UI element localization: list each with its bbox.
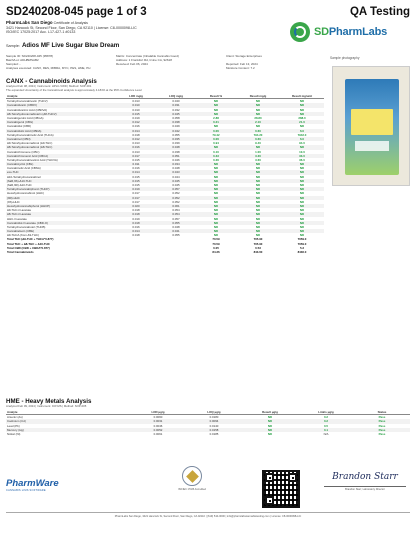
lab-accreditation: ISO/IEC 17025:2017 Acc. L17-427-1 #0133 — [6, 30, 76, 35]
cell-value: 0.057 — [172, 216, 180, 221]
analyte-name: Δ8-THC-O-acetate — [6, 212, 116, 216]
cell-value: 0.016 — [132, 124, 140, 129]
cell-value: 0.018 — [116, 212, 156, 216]
analyte-name: Lead (Pb) — [7, 423, 20, 428]
cell-value: 0.054 — [156, 212, 196, 216]
cell-value — [116, 250, 156, 254]
cell-value: 0.045 — [156, 112, 196, 116]
cell-value: ND — [255, 166, 261, 171]
cell-value: ND — [236, 145, 280, 149]
analyte-name: Cannabinol (CBN) — [6, 137, 116, 141]
cell-value: 0.018 — [132, 132, 140, 137]
cell-value: 0.045 — [172, 183, 180, 188]
cell-value: 0.0185 — [209, 432, 219, 437]
column-header: Result % — [196, 95, 236, 99]
analyte-name: HHC-O-acetate — [7, 216, 27, 221]
cell-value: 0.0031 — [130, 419, 186, 423]
analyte-name: Total CBD (CBD + CBDA*0.877) — [7, 245, 50, 250]
cell-value: ND — [236, 212, 280, 216]
cell-value: ND — [242, 419, 298, 423]
cell-value: ND — [280, 112, 324, 116]
cell-value: 288.0 — [298, 116, 306, 121]
hme-analyzed: Analyzed Feb 09, 2024 | Instrument: ICP-MS | Method: SOP-005 — [6, 404, 87, 408]
qa-testing-label: QA Testing — [349, 6, 410, 18]
cell-value: 0.051 — [156, 154, 196, 158]
cell-value: 0.038 — [156, 120, 196, 124]
cell-value: 0.018 — [132, 208, 140, 213]
cell-value: 0.055 — [172, 132, 180, 137]
cell-value: ND — [299, 199, 305, 204]
cell-value: 0.048 — [172, 224, 180, 229]
cell-value: 0.040 — [172, 99, 180, 104]
analyte-name: (6aR,9R)-Δ10-THC — [7, 183, 32, 188]
cell-value: 0.054 — [172, 208, 180, 213]
cell-value: 94.0 — [299, 141, 305, 146]
cell-value: ND — [267, 432, 273, 437]
cell-value: ND — [236, 170, 280, 174]
product-package-image — [345, 79, 399, 175]
signature-area — [320, 472, 410, 491]
cell-value: 843.60 — [253, 250, 263, 255]
cell-value: ND — [236, 221, 280, 225]
cell-value: 3.60 — [255, 157, 261, 162]
cell-value: 0.058 — [172, 116, 180, 121]
cell-value: 0.034 — [156, 162, 196, 166]
column-header: Result mg/unit — [280, 95, 324, 99]
column-header: LOD mg/g — [116, 95, 156, 99]
total-row — [6, 250, 324, 254]
cell-value: ND — [196, 162, 236, 166]
qr-code[interactable] — [262, 470, 300, 508]
cell-value: 705.90 — [253, 241, 263, 246]
analyte-name: Cannabigerolic Acid (CBGA) — [7, 116, 44, 121]
cell-value: 0.035 — [156, 137, 196, 141]
cell-value: ND — [236, 179, 280, 183]
cell-value: 0.012 — [116, 120, 156, 124]
cell-value: 0.10 — [213, 149, 219, 154]
cell-value: ND — [196, 112, 236, 116]
cell-value: ND — [213, 166, 219, 171]
accreditation-seal-icon — [182, 466, 202, 486]
sdpharmlabs-logo — [290, 21, 410, 43]
cell-value: Pass — [354, 419, 410, 423]
cell-value: 0.60 — [236, 129, 280, 133]
analyte-name: Total THC (Δ9-THC + THCA*0.877) — [7, 237, 54, 242]
analyte-name: Δ9-THCA (from Δ9-THC) — [7, 233, 39, 238]
cell-value: ND — [255, 191, 261, 196]
cell-value: ND — [196, 212, 236, 216]
cell-value: ND — [196, 187, 236, 191]
meta-row: Analyses executed: CANX, RES, MIBRA, MYC, PES, HME, PH Moisture Content: 7.2 — [6, 66, 255, 70]
cell-value: 0.048 — [172, 166, 180, 171]
cell-value: 0.016 — [132, 224, 140, 229]
cell-value: 0.014 — [116, 229, 156, 233]
cell-value: ND — [255, 199, 261, 204]
cell-value: ND — [196, 179, 236, 183]
cell-value: 0.36 — [213, 157, 219, 162]
cell-value: 7059.0 — [297, 241, 307, 246]
analyte-name: Δ9-THC-O-acetate — [7, 208, 32, 213]
cell-value: 0.0140 — [209, 423, 219, 428]
cell-value: 0.017 — [116, 154, 156, 158]
cell-value: 0.06 — [196, 129, 236, 133]
pharmware-logo: PharmWare CANNABIS LIMS SOFTWARE — [6, 478, 59, 492]
cell-value: ND — [280, 145, 324, 149]
cell-value: ND — [213, 233, 219, 238]
analyte-name: Total Cannabinoids — [7, 250, 34, 255]
cell-value: ND — [255, 124, 261, 129]
cell-value: ND — [213, 107, 219, 112]
column-header: LOQ μg/g — [186, 411, 242, 415]
cell-value: 0.0046 — [153, 423, 163, 428]
cell-value — [156, 250, 196, 254]
cell-value: 0.33 — [196, 154, 236, 158]
cell-value: 0.1 — [298, 428, 354, 432]
cell-value: 0.015 — [116, 112, 156, 116]
cell-value: 0.052 — [172, 199, 180, 204]
cell-value: 0.21 — [196, 120, 236, 124]
cell-value: 0.041 — [156, 229, 196, 233]
analyte-name: Cannabichromene (CBC) — [7, 149, 40, 154]
cell-value: ND — [255, 107, 261, 112]
cell-value: 1.00 — [255, 149, 261, 154]
photo-label: Sample photography — [330, 56, 360, 60]
cell-value: 0.0094 — [186, 419, 242, 423]
column-header: LOD μg/g — [130, 411, 186, 415]
cell-value: ND — [213, 224, 219, 229]
cell-value: ND — [255, 208, 261, 213]
cell-value: 0.012 — [116, 137, 156, 141]
column-header: Analyte — [6, 411, 130, 415]
cell-value: ND — [280, 162, 324, 166]
cell-value: 0.0060 — [153, 415, 163, 420]
cell-value: 705.90 — [253, 237, 263, 242]
cell-value: 0.015 — [132, 157, 140, 162]
cell-value: ND — [213, 99, 219, 104]
cell-value: 0.019 — [132, 116, 140, 121]
cell-value: ND — [280, 196, 324, 200]
canx-title: CANX - Cannabinoids Analysis — [6, 78, 97, 85]
cell-value: 0.052 — [172, 191, 180, 196]
cell-value: 0.032 — [172, 107, 180, 112]
cell-value: ND — [213, 199, 219, 204]
cell-value: 0.015 — [132, 174, 140, 179]
cell-value: 0.046 — [172, 157, 180, 162]
logo-text: SDPharmLabs — [314, 26, 387, 38]
cell-value: 0.017 — [132, 191, 140, 196]
cell-value: ND — [255, 216, 261, 221]
cell-value: 5.3 — [299, 245, 305, 250]
cell-value: ND — [196, 196, 236, 200]
cell-value: 0.010 — [132, 107, 140, 112]
cell-value: ND — [196, 145, 236, 149]
cell-value: ND — [280, 212, 324, 216]
column-header: Analyte — [6, 95, 116, 99]
cell-value: 0.016 — [132, 166, 140, 171]
analyte-name: Tetrahydrocannabivarinic Acid (THCVA) — [7, 157, 58, 162]
sample-label: Sample: — [6, 44, 20, 48]
cell-value: 6.0 — [280, 129, 324, 133]
cell-value: 0.013 — [132, 149, 140, 154]
analyte-name: Δ10-Tetrahydrocannabinol — [7, 174, 41, 179]
cell-value: ND — [299, 166, 305, 171]
cell-value: ND — [213, 208, 219, 213]
analyte-name: Tetrahydrocannabivarin (THCV) — [7, 99, 48, 104]
analyte-name: Cannabidivarinic Acid (CBDVA) — [7, 107, 48, 112]
cell-value: 0.010 — [116, 103, 156, 107]
cell-value: ND — [299, 216, 305, 221]
analyte-name: Cannabicyclol (CBL) — [6, 162, 116, 166]
cell-value: ND — [280, 170, 324, 174]
cell-value: N/A — [323, 432, 329, 437]
product-photo — [332, 66, 410, 186]
lab-address: 3421 Hancock St, Second Floor, San Diego, CA 92110 | License: C8-0000098-LIC — [6, 25, 137, 30]
cell-value: 36.0 — [299, 157, 305, 162]
cell-value: 0.0061 — [153, 432, 163, 437]
cell-value: 0.019 — [132, 216, 140, 221]
cell-value: 10.0 — [299, 149, 305, 154]
cell-value: ND — [299, 191, 305, 196]
cell-value: 0.015 — [116, 179, 156, 183]
cell-value: ND — [299, 124, 305, 129]
cell-value: ND — [236, 229, 280, 233]
cell-value: ND — [213, 174, 219, 179]
cell-value: ND — [299, 224, 305, 229]
cell-value: ND — [280, 204, 324, 208]
cell-value: ND — [299, 208, 305, 213]
cell-value: 2.88 — [213, 116, 219, 121]
cell-value: 0.05 — [213, 245, 219, 250]
cell-value: ND — [213, 124, 219, 129]
analyte-name: Δ8-Tetrahydrocannabivarin (Δ8-THCV) — [6, 112, 116, 116]
signer-name: Brandon Starr, Laboratory Director — [324, 486, 406, 491]
analyte-name: Mercury (Hg) — [6, 428, 130, 432]
analyte-name: exo-THC — [6, 170, 116, 174]
cell-value: ND — [267, 415, 273, 420]
analyte-name: (6aR,9S)-Δ10-THC — [6, 179, 116, 183]
cell-value: 0.042 — [156, 129, 196, 133]
cell-value: 7942.0 — [297, 132, 307, 137]
lab-info — [6, 21, 206, 35]
analyte-name: Hexahydrocannabiphorol (HHCP) — [6, 204, 116, 208]
logo-mark-icon — [290, 22, 310, 42]
meta-row: Sampled: - Received: Feb 06, 2024 Reported: Feb 13, 2024 — [6, 62, 258, 66]
seal-text: ISO/IEC 17025 Accredited — [178, 488, 206, 491]
cell-value: 70.59 — [212, 241, 220, 246]
cell-value: ND — [196, 103, 236, 107]
cell-value: 0.015 — [132, 183, 140, 188]
lab-name: PharmLabs San Diego — [6, 20, 53, 25]
cell-value: 0.018 — [132, 233, 140, 238]
cell-value: 0.0158 — [186, 428, 242, 432]
analyte-name: Δ8-Tetrahydrocannabinol (Δ8-THC) — [6, 145, 116, 149]
cell-value: ND — [255, 99, 261, 104]
cell-value: 0.019 — [116, 187, 156, 191]
cell-value: 0.017 — [132, 199, 140, 204]
cell-value: ND — [236, 196, 280, 200]
cell-value: 0.018 — [116, 221, 156, 225]
column-header: Result μg/g — [242, 411, 298, 415]
cell-value: ND — [299, 183, 305, 188]
cell-value: ND — [213, 191, 219, 196]
cell-value: 0.011 — [116, 162, 156, 166]
analyte-name: Tetrahydrocannabinolic Acid (THCA) — [7, 132, 54, 137]
top-bar — [6, 5, 410, 19]
cell-value: ND — [213, 183, 219, 188]
cell-value: 0.043 — [156, 170, 196, 174]
analyte-name: Δ9-Tetrahydrocannabinol (Δ9-THC) — [7, 141, 53, 146]
cell-value: 794.20 — [253, 132, 263, 137]
cell-value: 2.10 — [236, 120, 280, 124]
cell-value: ND — [196, 229, 236, 233]
lab-subtitle: Certificate of Analysis — [53, 21, 88, 25]
cell-value: ND — [196, 170, 236, 174]
cell-value: 0.057 — [156, 187, 196, 191]
cell-value: ND — [280, 229, 324, 233]
cell-value: 9.40 — [255, 141, 261, 146]
cell-value: 0.013 — [132, 141, 140, 146]
cell-value: 0.016 — [116, 145, 156, 149]
analyte-name: Cannabinolic Acid (CBNA) — [7, 166, 41, 171]
cell-value: 84.36 — [212, 250, 220, 255]
table-row — [6, 432, 410, 436]
analyte-name: Cannabidiol-O-acetate (CBD-O) — [6, 221, 116, 225]
sample-line — [6, 42, 119, 49]
cell-value: ND — [299, 99, 305, 104]
analyte-name: Total THC + Δ8-THC + Δ10-THC — [7, 241, 50, 246]
analyte-name: Cannabidivarin (CBDV) — [6, 103, 116, 107]
column-header: Result mg/g — [236, 95, 280, 99]
sample-name: Adios MF Live Sugar Blue Dream — [21, 42, 120, 49]
analyte-name: Cadmium (Cd) — [6, 419, 130, 423]
cell-value: ND — [236, 162, 280, 166]
analyte-name: (9R)-HHC — [6, 196, 116, 200]
signature: Brandon Starr — [332, 472, 398, 482]
cell-value: ND — [236, 204, 280, 208]
heavy-metals-table — [6, 411, 410, 436]
cannabinoids-table — [6, 95, 324, 254]
column-header: LOQ mg/g — [156, 95, 196, 99]
column-header: Limits μg/g — [298, 411, 354, 415]
cell-value: ND — [242, 428, 298, 432]
cell-value: 0.013 — [132, 99, 140, 104]
analyte-name: Hexahydrocannabinol (HHC) — [7, 191, 44, 196]
meta-row: Sample ID: SD240208-045 (95878) Matrix: Concentrate (Inhalable Cannabis Good) Client: Storage Enterprises — [6, 54, 262, 58]
analyte-name: Cannabielsoin (CBE) — [6, 229, 116, 233]
cell-value: 3.30 — [236, 154, 280, 158]
cell-value: 0.031 — [156, 103, 196, 107]
cell-value: 0.014 — [116, 129, 156, 133]
cell-value: 0.061 — [156, 204, 196, 208]
cell-value: 70.59 — [212, 237, 220, 242]
cell-value: ND — [280, 221, 324, 225]
analyte-name: Tetrahydrocannabiphorol (THCP) — [6, 187, 116, 191]
column-header: Status — [354, 411, 410, 415]
cell-value: Pass — [354, 428, 410, 432]
cell-value: 0.039 — [172, 141, 180, 146]
cell-value: Pass — [378, 432, 386, 437]
cell-value: ND — [255, 174, 261, 179]
canx-analyzed: Analyzed Feb 08, 2024 | Instrument: HPLC-VWD | Method: SOP-001 — [6, 84, 92, 88]
cell-value: 79.42 — [212, 132, 220, 137]
analyte-name: (9S)-HHC — [7, 199, 20, 204]
cell-value: 0.020 — [116, 204, 156, 208]
cell-value: ND — [255, 233, 261, 238]
analyte-name: Cannabichromenic Acid (CBCA) — [6, 154, 116, 158]
cell-value: 6.0 — [280, 137, 324, 141]
cell-value: 0.06 — [196, 137, 236, 141]
cell-value: 0.049 — [172, 124, 180, 129]
analyte-name: Cannabidiol (CBD) — [7, 124, 32, 129]
sample-metadata — [6, 54, 326, 70]
cell-value: 0.044 — [172, 174, 180, 179]
cell-value: 0.2 — [323, 415, 329, 420]
cell-value: ND — [255, 183, 261, 188]
cell-value: ND — [255, 224, 261, 229]
cell-value: Pass — [378, 423, 386, 428]
analyte-name: Nickel (Ni) — [7, 432, 21, 437]
canx-uncertainty: The expanded Uncertainty of the Cannabinoid analysis is approximately 4.184% at the 95% Confidence Level — [6, 88, 142, 92]
analyte-name: Tetrahydrocannabutol (THCB) — [7, 224, 46, 229]
hme-title: HME - Heavy Metals Analysis — [6, 398, 92, 405]
cell-value: 0.014 — [116, 170, 156, 174]
cell-value: 0.0180 — [209, 415, 219, 420]
meta-row: Batch/Lot: ADHBMSAB2 Address: 1 Frankfort Rd, Irvine CA, 92618 — [6, 58, 172, 62]
footer-contact: PharmLabs San Diego, 3421 Hancock St, Second Floor, San Diego, CA 92110 | (619) 510-0000 | info@pharmlabscannabistesting.com | License: C8-0000098-LIC — [6, 512, 410, 518]
cell-value: 8436.0 — [297, 250, 307, 255]
cell-value: 0.60 — [236, 137, 280, 141]
cell-value: 0.055 — [156, 221, 196, 225]
cell-value: 0.94 — [213, 141, 219, 146]
analyte-name: Cannabidiolic Acid (CBDA) — [6, 129, 116, 133]
cell-value: 0.045 — [156, 179, 196, 183]
cell-value: ND — [267, 423, 273, 428]
cell-value: 0.5 — [323, 423, 329, 428]
cell-value: ND — [236, 187, 280, 191]
analyte-name: Cannabigerol (CBG) — [6, 120, 116, 124]
cell-value: 0.2 — [298, 419, 354, 423]
cell-value: 0.038 — [172, 149, 180, 154]
cell-value: ND — [280, 179, 324, 183]
cell-value: Pass — [378, 415, 386, 420]
cell-value: 0.017 — [116, 196, 156, 200]
cell-value: 0.53 — [255, 245, 261, 250]
cell-value: ND — [236, 103, 280, 107]
cell-value: 7059.0 — [297, 237, 307, 242]
cell-value: ND — [196, 204, 236, 208]
document-id: SD240208-045 page 1 of 3 — [6, 6, 147, 18]
cell-value: 0.052 — [156, 196, 196, 200]
cell-value: ND — [299, 107, 305, 112]
cell-value: ND — [236, 112, 280, 116]
cell-value: 33.0 — [280, 154, 324, 158]
cell-value: 21.0 — [280, 120, 324, 124]
cell-value: 0.0052 — [130, 428, 186, 432]
cell-value: ND — [299, 233, 305, 238]
cell-value: 0.048 — [156, 145, 196, 149]
cell-value: 0.055 — [172, 233, 180, 238]
cell-value: ND — [213, 216, 219, 221]
analyte-name: Arsenic (As) — [7, 415, 23, 420]
cell-value: ND — [196, 221, 236, 225]
cell-value: 28.80 — [254, 116, 262, 121]
cell-value: ND — [280, 187, 324, 191]
cell-value: ND — [299, 174, 305, 179]
cell-value: ND — [280, 103, 324, 107]
